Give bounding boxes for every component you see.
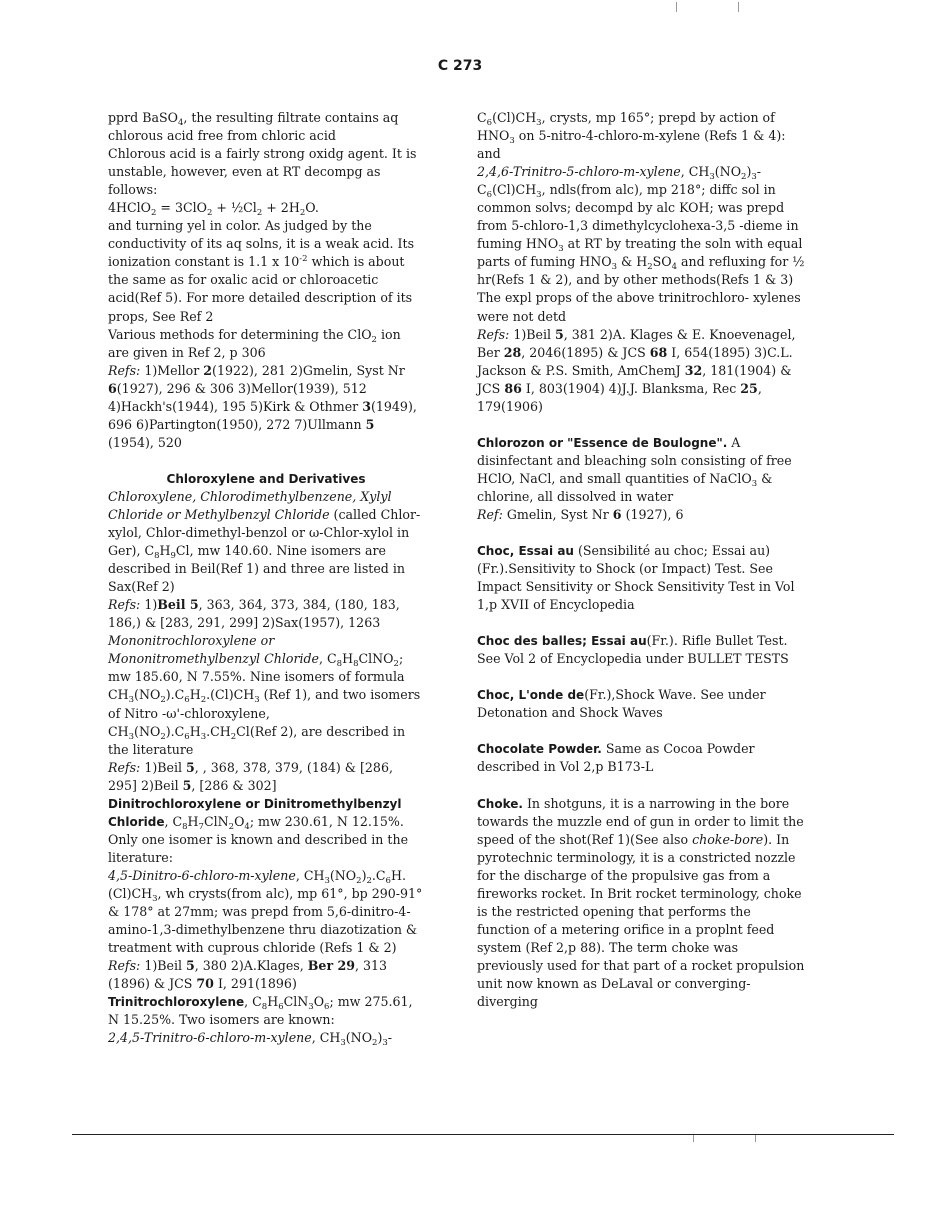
page-number: C 273	[437, 58, 483, 74]
paragraph: Choc, L'onde de(Fr.),Shock Wave. See under Detonation and Shock Waves	[477, 687, 766, 721]
paragraph: Choc des balles; Essai au(Fr.). Rifle Bullet Test. See Vol 2 of Encyclopedia under BULLET TESTS	[477, 633, 789, 667]
paragraph: $C_6(Cl)CH_3$, crysts, mp 165°; prepd by action of $HNO_3$ on 5-nitro-4-chloro-m-xylene (Refs 1 & 4): and	[477, 110, 786, 162]
paragraph: Trinitrochloroxylene, $C_8H_6ClN_3O_6$; mw 275.61, N 15.25%. Two isomers are known:	[108, 994, 413, 1028]
scan-mark	[738, 2, 739, 12]
paragraph: 2,4,5-Trinitro-6-chloro-m-xylene, $CH_3(NO_2)_3-$	[108, 1030, 393, 1049]
paragraph: Refs: 1)Mellor 2(1922), 281 2)Gmelin, Syst Nr 6(1927), 296 & 306 3)Mellor(1939), 512 4)Hackh's(1944), 195 5)Kirk & Othmer 3(1949), 696 6)Partington(1950), 272 7)Ullmann 5 (1954), 520	[108, 362, 417, 450]
paragraph-gap	[477, 722, 807, 740]
scan-mark	[693, 1135, 694, 1142]
paragraph: 4HClO$_2$ = $3ClO_2 + \frac{1}{2}Cl_2 + 2H_2O$.	[108, 200, 319, 219]
paragraph: Refs: 1)Beil 5, 363, 364, 373, 384, (180, 183, 186,) & [283, 291, 299] 2)Sax(1957), 1263	[108, 597, 400, 631]
scan-mark	[755, 1135, 756, 1142]
paragraph: and turning yel in color. As judged by the conductivity of its aq solns, it is a weak acid. Its ionization constant is 1.1 x $10^{-2}$ which is about the same as for oxalic acid or chloroacetic acid(Ref 5). For more detailed description of its props, See Ref 2	[108, 218, 415, 324]
paragraph: Mononitrochloroxylene or Mononitromethylbenzyl Chloride, $C_8H_8ClNO_2$; mw 185.60, N 7.55%. Nine isomers of formula $CH_3(NO_2).C_6H_2.(Cl)CH_3$ (Ref 1), and two isomers of Nitro -ω'-chloroxylene, $CH_3(NO_2).C_6H_3.CH_2Cl(Ref$ 2), are described in the literature	[108, 633, 421, 757]
paragraph-gap	[477, 777, 807, 795]
paragraph: Choc, Essai au (Sensibilité au choc; Essai au) (Fr.).Sensitivity to Shock (or Impact) Test. See Impact Sensitivity or Shock Sensitivity Test in Vol 1,p XVII of Encyclopedia	[477, 543, 795, 613]
paragraph-gap	[477, 668, 807, 686]
paragraph: Refs: 1)Beil 5, 380 2)A.Klages, Ber 29, 313 (1896) & JCS 70 I, 291(1896)	[108, 958, 388, 992]
paragraph: 2,4,6-Trinitro-5-chloro-m-xylene, $CH_3(NO_2)_3-C_6(Cl)CH_3$, ndls(from alc), mp 218°; diffc sol in common solvs; decompd by alc KOH; was prepd from 5-chloro-1,3 dimethylcyclohexa-3,5 -dieme in fuming $HNO_3$ at RT by treating the soln with equal parts of fuming $HNO_3$ & $H_2SO_4$ and refluxing for ½ hr(Refs 1 & 2), and by other methods(Refs 1 & 3)	[477, 164, 805, 288]
paragraph: 4,5-Dinitro-6-chloro-m-xylene, $CH_3(NO_2)_2.C_6H.(Cl)CH_3$, wh crysts(from alc), mp 61°, bp 290-91° & 178° at 27mm; was prepd from 5,6-dinitro-4-amino-1,3-dimethylbenzene thru diazotization & treatment with cuprous chloride (Refs 1 & 2)	[108, 867, 423, 956]
left-column	[108, 109, 424, 1047]
paragraph-gap	[477, 524, 807, 542]
paragraph: Chloroxylene and Derivatives	[166, 471, 366, 486]
paragraph: Dinitrochloroxylene or Dinitromethylbenzyl Chloride, $C_8H_7ClN_2O_4$; mw 230.61, N 12.15%. Only one isomer is known and described in the literature:	[108, 796, 409, 865]
paragraph: The expl props of the above trinitrochloro- xylenes were not detd	[477, 290, 801, 324]
paragraph: Choke. In shotguns, it is a narrowing in the bore towards the muzzle end of gun in order to limit the speed of the shot(Ref 1)(See also choke-bore). In pyrotechnic terminology, it is a constricted nozzle for the discharge of the propulsive gas from a fireworks rocket. In Brit rocket terminology, choke is the restricted opening that performs the function of a metering orifice in a proplnt feed system (Ref 2,p 88). The term choke was previously used for that part of a rocket propulsion unit now known as DeLaval or converging-diverging	[477, 795, 805, 1010]
right-column	[477, 109, 807, 1011]
paragraph: Chocolate Powder. Same as Cocoa Powder described in Vol 2,p B173-L	[477, 741, 755, 775]
paragraph-gap	[108, 452, 424, 470]
paragraph: Chlorous acid is a fairly strong oxidg agent. It is unstable, however, even at RT decompg as follows:	[108, 146, 417, 198]
paragraph: Various methods for determining the ClO$_2$ ion are given in Ref 2, p 306	[108, 326, 401, 360]
paragraph: Refs: 1)Beil 5, 381 2)A. Klages & E. Knoevenagel, Ber 28, 2046(1895) & JCS 68 I, 654(1895) 3)C.L. Jackson & P.S. Smith, AmChemJ 32, 181(1904) & JCS 86 I, 803(1904) 4)J.J. Blanksma, Rec 25, 179(1906)	[477, 326, 796, 414]
footer-rule	[72, 1134, 894, 1135]
scan-mark	[676, 2, 677, 12]
paragraph: Chlorozon or "Essence de Boulogne". A disinfectant and bleaching soln consisting of free HClO, NaCl, and small quantities of NaClO$_3$ & chlorine, all dissolved in water	[477, 434, 792, 504]
paragraph: Refs: 1)Beil 5, , 368, 378, 379, (184) & [286, 295] 2)Beil 5, [286 & 302]	[108, 759, 393, 793]
paragraph-gap	[477, 416, 807, 434]
paragraph: pprd BaSO$_4$, the resulting filtrate contains aq chlorous acid free from chloric acid	[108, 110, 399, 144]
paragraph: Chloroxylene, Chlorodimethylbenzene, Xylyl Chloride or Methylbenzyl Chloride (called Chlor-xylol, Chlor-dimethyl-benzol or ω-Chlor-xylol in Ger), $C_8H_9Cl$, mw 140.60. Nine isomers are described in Beil(Ref 1) and three are listed in Sax(Ref 2)	[108, 488, 421, 595]
paragraph-gap	[477, 614, 807, 632]
paragraph: Ref: Gmelin, Syst Nr 6 (1927), 6	[477, 506, 684, 522]
